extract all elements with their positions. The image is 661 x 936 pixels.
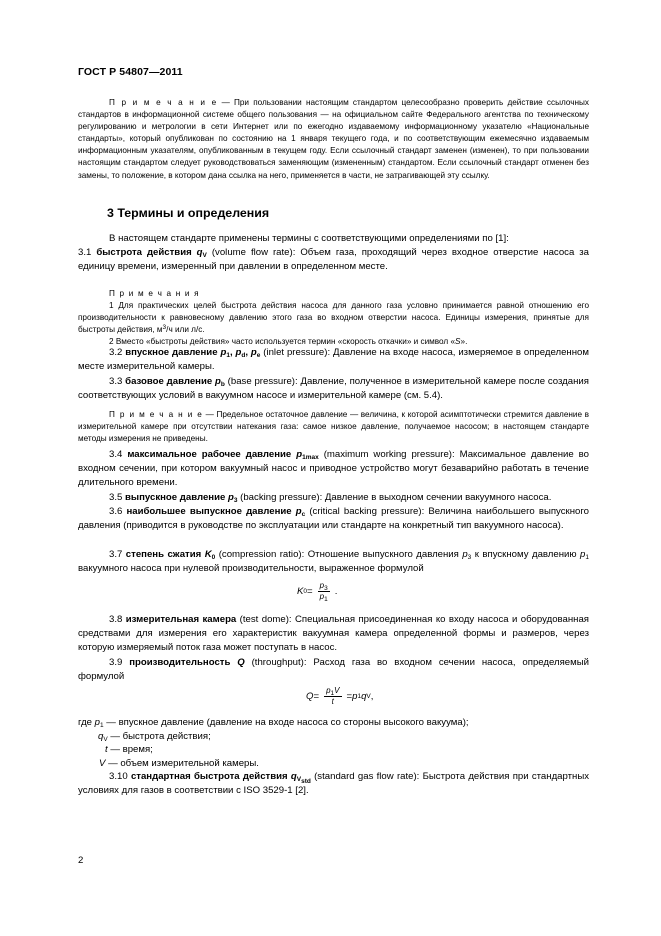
where-p1: где $p_1$ — впускное давление (давление на входе насоса со стороны высокого вакуума); — [78, 717, 469, 729]
term-3-1: 3.1 быстрота действия $q_V$ (volume flow rate): Объем газа, проходящий через входное отверстие насоса за единицу времени, измеренный при давлении в определенном месте. — [78, 247, 590, 273]
where-t: t — время; — [105, 744, 153, 755]
note-3-1-1: 1 Для практических целей быстрота действия насоса для данного газа условно принимается равной отношению его производительности к равновесному давлению этого газа во входном отверстии насоса. Единицы измерения, принятые для быстроты действия, $м^3/ч$ или л/с. — [78, 301, 589, 335]
term-3-2: 3.2 впускное давление $p_1$, $p_d$, $p_e$ (inlet pressure): Давление на входе насоса, измеряемое в определенном месте измерительной камеры. — [78, 347, 589, 373]
term-3-4: 3.4 максимальное рабочее давление $p_{1max}$ (maximum working pressure): Максимальное давление во входном сечении, при котором вакуумный насос и приводное устройство могут безаварийно работать в течение длительного времени. — [78, 449, 589, 489]
page-header: ГОСТ Р 54807—2011 — [78, 66, 183, 78]
term-3-3: 3.3 базовое давление $p_b$ (base pressure): Давление, полученное в измерительной камере после создания соответствующих условий в вакуумном насосе и измерительной камере (см. 5.4). — [78, 376, 589, 402]
term-3-9: 3.9 производительность Q (throughput): Расход газа во входном сечении насоса, определяемый формулой — [78, 657, 589, 683]
notes-label: П р и м е ч а н и я — [109, 289, 200, 298]
note-label: П р и м е ч а н и е — [109, 98, 218, 107]
section-title: 3 Термины и определения — [107, 206, 270, 220]
formula-compression-ratio: K 0 = $\frac{p_3}{p_1}$ . — [297, 581, 338, 603]
term-3-7: 3.7 степень сжатия $K_0$ (compression ratio): Отношение выпускного давления $p_3$ к впускному давлению $p_1$ вакуумного насоса при нулевой производительности, выраженное формулой — [78, 549, 589, 575]
formula-throughput: Q = $\frac{p_1V}{t}$ = p 1 q V , — [306, 686, 374, 706]
where-block — [78, 716, 469, 770]
term-3-5: 3.5 выпускное давление $p_3$ (backing pressure): Давление в выходном сечении вакуумного насоса. — [109, 492, 552, 504]
where-v: V — объем измерительной камеры. — [99, 757, 259, 769]
term-3-6: 3.6 наибольшее выпускное давление $p_c$ (critical backing pressure): Величина наибольшего выпускного давления (приводится в руководстве по эксплуатации или стандарте на конкретный тип вакуумного насоса). — [78, 506, 589, 532]
term-3-8: 3.8 измерительная камера (test dome): Специальная присоединенная ко входу насоса и оборудованная средствами для измерения его характеристик вакуумная камера определенной формы и размеров, через которую измеряемый поток газа может поступать в насос. — [78, 614, 589, 654]
page-number: 2 — [78, 855, 84, 866]
term-3-10: 3.10 стандартная быстрота действия $q_{V_{std}}$ (standard gas flow rate): Быстрота действия при стандартных условиях для газов в соответствии с ISO 3529-1 [2]. — [78, 771, 590, 797]
intro-text: В настоящем стандарте применены термины с соответствующими определениями по [1]: — [109, 233, 509, 244]
note-3-3: П р и м е ч а н и е — Предельное остаточное давление — величина, к которой асимптотически стремится давление в измерительной камере при отсутствии натекания газа: самое низкое давление, получаемое насосом; в настоящем стандарте методы измерения не приведены. — [78, 410, 589, 444]
notes-3-1 — [78, 288, 589, 348]
where-qv: $q_V$ — быстрота действия; — [98, 730, 211, 743]
intro-paragraph — [78, 232, 589, 274]
note-text: — При пользовании настоящим стандартом целесообразно проверить действие ссылочных стандартов в информационной системе общего пользования — на официальном сайте Федерального агентства по техническому регулированию и метрологии в сети Интернет или по ежегодно издаваемому информационному указателю «Национальные стандарты», который опубликован по состоянию на 1 января текущего года, и по соответствующим ежемесячно издаваемым информационным указателям, опубликованным в текущем году. Если ссылочный стандарт заменен (изменен), то при пользовании настоящим стандартом следует руководствоваться заменяющим (измененным) стандартом. Если ссылочный стандарт отменен без замены, то положение, в котором дана ссылка на него, применяется в части, не затрагивающей эту ссылку. — [78, 98, 589, 180]
note-3-1-2: 2 Вместо «быстроты действия» часто используется термин «скорость откачки» и символ «S». — [109, 337, 468, 347]
note-references — [78, 97, 589, 182]
